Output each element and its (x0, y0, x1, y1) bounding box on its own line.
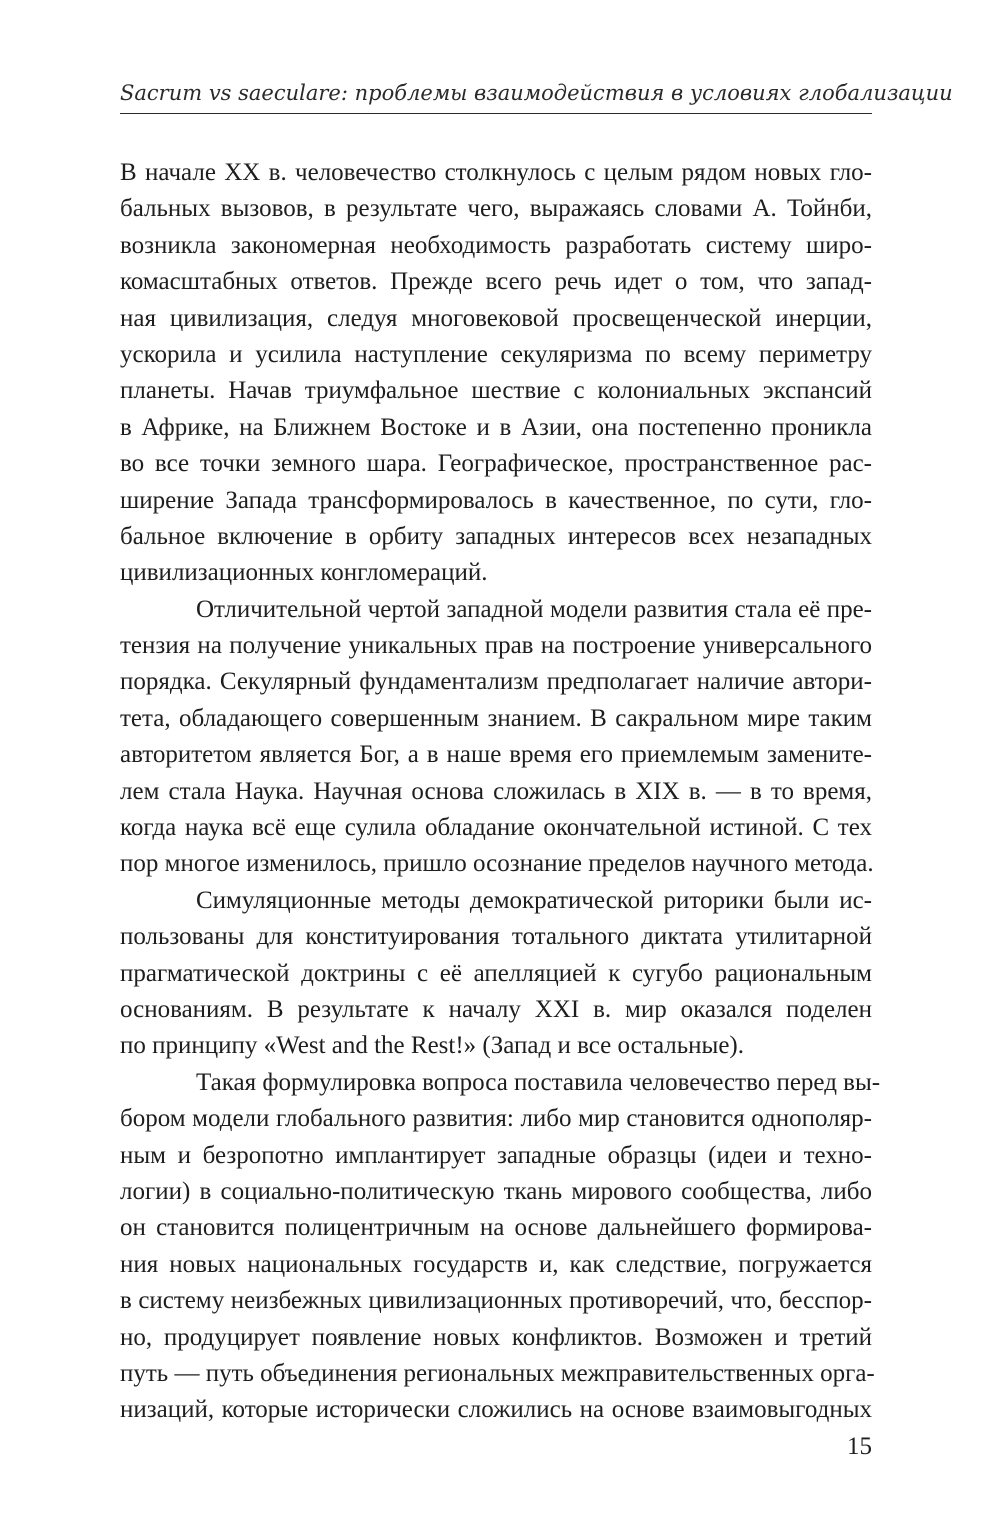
text-line: ным и безропотно имплантирует западные образцы (идеи и техно- (120, 1141, 872, 1169)
text-line: логии) в социально-политическую ткань мирового сообщества, либо (120, 1177, 872, 1205)
text-line: в Африке, на Ближнем Востоке и в Азии, она постепенно проникла (120, 413, 872, 441)
text-line: основаниям. В результате к началу XXI в. мир оказался поделен (120, 995, 872, 1023)
text-line: авторитетом является Бог, а в наше время его приемлемым замените- (120, 741, 872, 769)
text-line: бальное включение в орбиту западных интересов всех незападных (120, 522, 872, 550)
text-line: пользованы для конституирования тотального диктата утилитарной (120, 923, 872, 951)
text-line: тензия на получение уникальных прав на построение универсального (120, 632, 872, 660)
text-line: тета, обладающего совершенным знанием. В сакральном мире таким (120, 704, 872, 732)
text-line: Такая формулировка вопроса поставила человечество перед вы- (196, 1068, 881, 1096)
text-line: путь — путь объединения региональных межправительственных орга- (120, 1359, 875, 1387)
text-line: когда наука всё еще сулила обладание окончательной истиной. С тех (120, 814, 872, 842)
text-line: по принципу «West and the Rest!» (Запад и все остальные). (120, 1032, 745, 1060)
text-line: возникла закономерная необходимость разработать систему широ- (120, 231, 872, 259)
text-line: бором модели глобального развития: либо мир становится однополяр- (120, 1105, 872, 1133)
text-line: он становится полицентричным на основе дальнейшего формирова- (120, 1214, 872, 1242)
running-head: Sacrum vs saeculare: проблемы взаимодействия в условиях глобализации (120, 81, 953, 105)
text-line: Отличительной чертой западной модели развития стала её пре- (196, 595, 872, 623)
text-line: ускорила и усилила наступление секуляризма по всему периметру (120, 340, 872, 368)
text-line: пор многое изменилось, пришло осознание пределов научного метода. (120, 850, 874, 878)
text-line: планеты. Начав триумфальное шествие с колониальных экспансий (120, 377, 872, 405)
text-line: низаций, которые исторически сложились на основе взаимовыгодных (120, 1396, 872, 1424)
text-line: бальных вызовов, в результате чего, выражаясь словами А. Тойнби, (120, 195, 872, 223)
text-line: но, продуцирует появление новых конфликтов. Возможен и третий (120, 1323, 872, 1351)
text-line: Симуляционные методы демократической риторики были ис- (196, 886, 872, 914)
text-line: прагматической доктрины с её апелляцией к сугубо рациональным (120, 959, 872, 987)
body-text (120, 155, 881, 1429)
text-line: ния новых национальных государств и, как следствие, погружается (120, 1250, 872, 1278)
text-line: ширение Запада трансформировалось в качественное, по сути, гло- (120, 486, 872, 514)
text-line: В начале XX в. человечество столкнулось с целым рядом новых гло- (120, 159, 872, 186)
text-line: лем стала Наука. Научная основа сложилась в XIX в. — в то время, (120, 777, 872, 805)
text-line: во все точки земного шара. Географическое, пространственное рас- (120, 450, 872, 478)
text-line: цивилизационных конгломераций. (120, 559, 488, 587)
text-line: комасштабных ответов. Прежде всего речь идет о том, что запад- (120, 268, 872, 296)
text-line: в систему неизбежных цивилизационных противоречий, что, бесспор- (120, 1287, 872, 1315)
page-number: 15 (847, 1433, 872, 1460)
text-line: порядка. Секулярный фундаментализм предполагает наличие автори- (120, 668, 872, 696)
text-line: ная цивилизация, следуя многовековой просвещенческой инерции, (120, 304, 872, 332)
header-rule (120, 113, 872, 114)
